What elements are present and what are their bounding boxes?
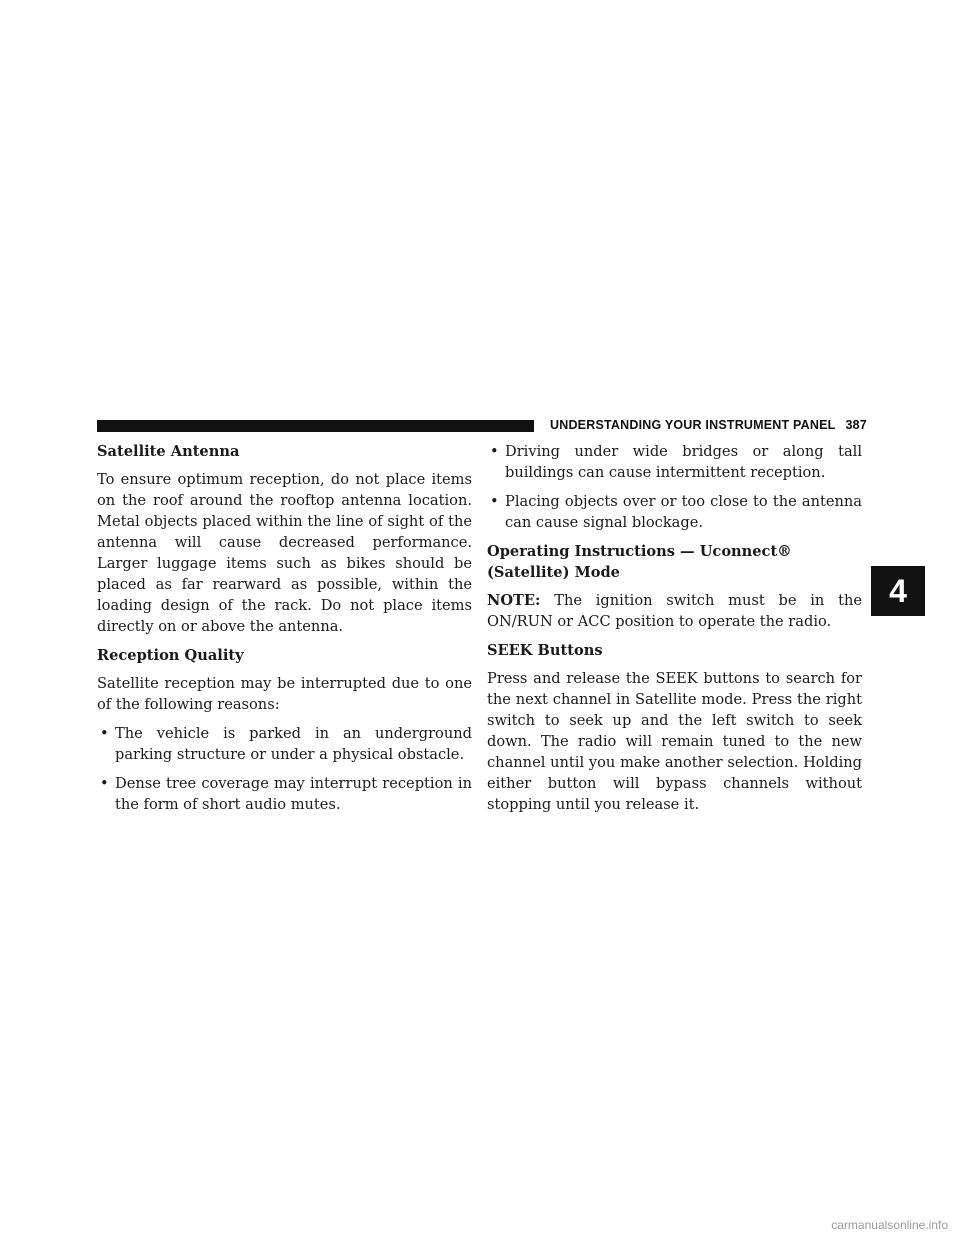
heading-reception-quality: Reception Quality	[97, 647, 244, 664]
list-item-text: Dense tree coverage may interrupt reception in the form of short audio mutes.	[115, 775, 472, 813]
right-column	[487, 441, 862, 823]
header-rule	[97, 420, 534, 432]
running-header	[550, 418, 867, 432]
bullet-list-left	[97, 723, 472, 815]
paragraph-seek: Press and release the SEEK buttons to search for the next channel in Satellite mode. Press the right switch to seek up and the left switch to seek down. The radio will remain tuned to the new channel until you make another selection. Holding either button will bypass channels without stopping until you release it.	[487, 670, 862, 813]
watermark-footer: carmanualsonline.info	[831, 1218, 948, 1232]
paragraph-reception: Satellite reception may be interrupted due to one of the following reasons:	[97, 675, 472, 713]
note-paragraph	[487, 590, 862, 632]
list-item-text: Driving under wide bridges or along tall buildings can cause intermittent reception.	[505, 443, 862, 481]
bullet-icon: •	[100, 725, 109, 742]
bullet-icon: •	[100, 775, 109, 792]
left-column	[97, 441, 472, 823]
note-label: NOTE:	[487, 592, 541, 609]
section-title: UNDERSTANDING YOUR INSTRUMENT PANEL	[550, 418, 836, 432]
bullet-icon: •	[490, 443, 499, 460]
bullet-list-right	[487, 441, 862, 533]
page-number: 387	[845, 418, 867, 432]
list-item	[97, 723, 472, 765]
bullet-icon: •	[490, 493, 499, 510]
list-item-text: The vehicle is parked in an underground parking structure or under a physical obstacle.	[115, 725, 472, 763]
heading-satellite-antenna: Satellite Antenna	[97, 443, 240, 460]
list-item	[487, 441, 862, 483]
note-text: The ignition switch must be in the ON/RUN or ACC position to operate the radio.	[487, 592, 862, 630]
list-item	[487, 491, 862, 533]
list-item-text: Placing objects over or too close to the antenna can cause signal blockage.	[505, 493, 862, 531]
list-item	[97, 773, 472, 815]
heading-operating-instructions: Operating Instructions — Uconnect® (Satellite) Mode	[487, 543, 792, 581]
heading-seek-buttons: SEEK Buttons	[487, 642, 603, 659]
chapter-tab: 4	[871, 566, 925, 616]
paragraph-antenna: To ensure optimum reception, do not place items on the roof around the rooftop antenna location. Metal objects placed within the line of sight of the antenna will cause decreased performance. Larger luggage items such as bikes should be placed as far rearward as possible, within the loading design of the rack. Do not place items directly on or above the antenna.	[97, 471, 472, 635]
